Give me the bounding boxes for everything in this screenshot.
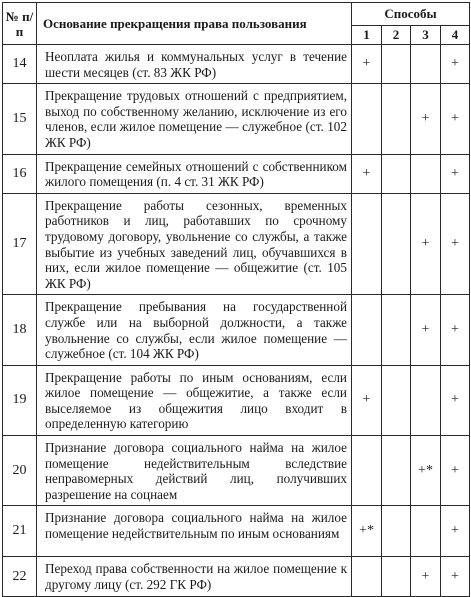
row-mark-4: + — [441, 193, 470, 295]
row-mark-2 — [382, 295, 411, 365]
number-column-header: № п/п — [3, 3, 37, 45]
row-basis-text: Прекращение семейных отношений с собственником жилого помещения (п. 4 ст. 31 ЖК РФ) — [37, 154, 352, 193]
table-row — [3, 193, 470, 295]
row-number: 20 — [3, 436, 37, 506]
table-header — [3, 3, 470, 45]
row-number: 21 — [3, 506, 37, 557]
row-mark-3: + — [411, 557, 441, 596]
table-row — [3, 506, 470, 557]
row-number: 16 — [3, 154, 37, 193]
row-mark-4: + — [441, 436, 470, 506]
termination-grounds-table — [2, 2, 470, 597]
table-row — [3, 436, 470, 506]
methods-group-header: Способы — [352, 3, 470, 26]
row-mark-1 — [352, 84, 382, 154]
row-mark-3: +* — [411, 436, 441, 506]
row-mark-1 — [352, 436, 382, 506]
row-mark-4: + — [441, 365, 470, 435]
row-mark-4: + — [441, 84, 470, 154]
method-column-header-2: 2 — [382, 26, 411, 45]
row-mark-2 — [382, 436, 411, 506]
row-mark-2 — [382, 557, 411, 596]
row-mark-3: + — [411, 193, 441, 295]
method-column-header-3: 3 — [411, 26, 441, 45]
method-column-header-4: 4 — [441, 26, 470, 45]
row-basis-text: Неоплата жилья и коммунальных услуг в течение шести месяцев (ст. 83 ЖК РФ) — [37, 45, 352, 84]
row-mark-4: + — [441, 154, 470, 193]
method-column-header-1: 1 — [352, 26, 382, 45]
table-row — [3, 154, 470, 193]
row-basis-text: Переход права собственности на жилое помещение к другому лицу (ст. 292 ГК РФ) — [37, 557, 352, 596]
table-row — [3, 557, 470, 596]
table-row — [3, 45, 470, 84]
row-mark-1: + — [352, 45, 382, 84]
row-mark-1: + — [352, 365, 382, 435]
row-mark-4: + — [441, 45, 470, 84]
row-number: 22 — [3, 557, 37, 596]
row-basis-text: Признание договора социального найма на жилое помещение недействительным по иным основаниям — [37, 506, 352, 557]
row-mark-3 — [411, 154, 441, 193]
row-basis-text: Прекращение работы по иным основаниям, если жилое помещение — общежитие, а также если выселяемое из общежития лицо входит в определенную категорию — [37, 365, 352, 435]
row-mark-4: + — [441, 506, 470, 557]
row-number: 19 — [3, 365, 37, 435]
row-mark-1: +* — [352, 506, 382, 557]
row-mark-1 — [352, 295, 382, 365]
table-row — [3, 295, 470, 365]
row-mark-1: + — [352, 154, 382, 193]
row-mark-4: + — [441, 557, 470, 596]
row-mark-3 — [411, 365, 441, 435]
row-mark-2 — [382, 365, 411, 435]
row-number: 18 — [3, 295, 37, 365]
row-number: 17 — [3, 193, 37, 295]
table-body — [3, 45, 470, 597]
row-mark-3: + — [411, 295, 441, 365]
table-row — [3, 84, 470, 154]
row-basis-text: Прекращение трудовых отношений с предприятием, выход по собственному желанию, исключение из его членов, если жилое помещение — служебное (ст. 102 ЖК РФ) — [37, 84, 352, 154]
table-row — [3, 365, 470, 435]
row-mark-3 — [411, 506, 441, 557]
row-mark-1 — [352, 193, 382, 295]
row-basis-text: Признание договора социального найма на жилое помещение недействительным вследствие неправомерных действий лиц, получивших разрешение на соцнаем — [37, 436, 352, 506]
basis-column-header: Основание прекращения права пользования — [37, 3, 352, 45]
row-mark-2 — [382, 154, 411, 193]
row-mark-1 — [352, 557, 382, 596]
row-mark-4: + — [441, 295, 470, 365]
row-mark-2 — [382, 193, 411, 295]
row-mark-3: + — [411, 84, 441, 154]
row-basis-text: Прекращение пребывания на государственной службе или на выборной должности, а также увольнение со службы, если жилое помещение — служебное (ст. 104 ЖК РФ) — [37, 295, 352, 365]
row-basis-text: Прекращение работы сезонных, временных работников и лиц, работавших по срочному трудовому договору, увольнение со службы, а также выбытие из учебных заведений лиц, обучавшихся в них, если жилое помещение — общежитие (ст. 105 ЖК РФ) — [37, 193, 352, 295]
row-number: 14 — [3, 45, 37, 84]
row-mark-2 — [382, 506, 411, 557]
row-mark-2 — [382, 84, 411, 154]
row-mark-3 — [411, 45, 441, 84]
row-number: 15 — [3, 84, 37, 154]
row-mark-2 — [382, 45, 411, 84]
